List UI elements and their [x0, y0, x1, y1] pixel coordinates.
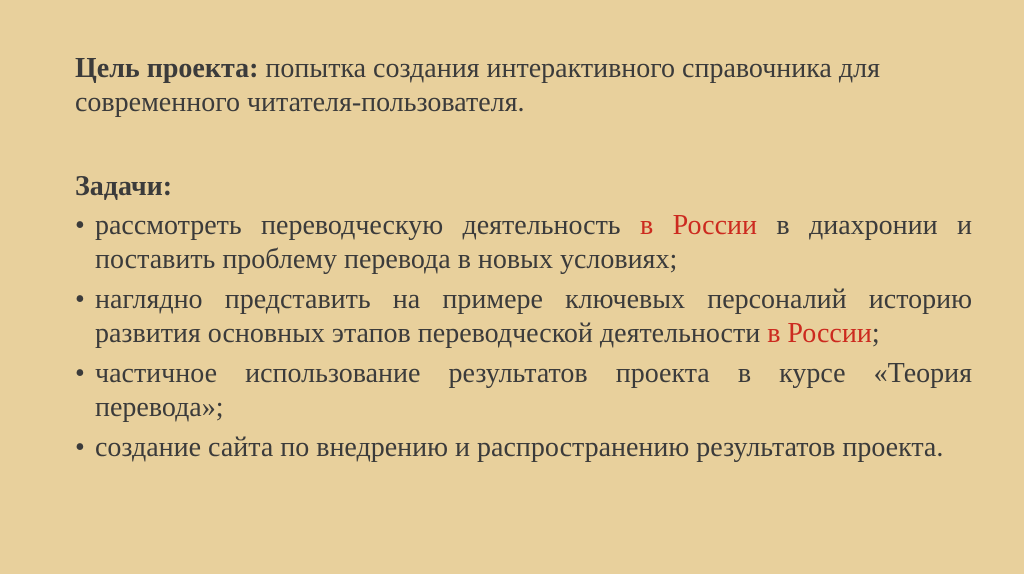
task-item-2 [75, 283, 972, 351]
task-item-2-text-before: наглядно представить на примере ключевых персоналий историю развития основных этапов переводческой деятельности [95, 284, 972, 349]
task-item-2-highlight: в России [767, 318, 872, 349]
tasks-title: Задачи: [75, 171, 173, 202]
task-item-1-highlight: в России [639, 210, 757, 241]
task-item-4-text: создание сайта по внедрению и распространению результатов проекта. [95, 432, 944, 463]
task-item-4 [75, 431, 972, 465]
task-item-2-text-after: ; [871, 318, 880, 349]
task-item-1-text-before: рассмотреть переводческую деятельность [95, 210, 640, 241]
project-goal-label: Цель проекта: [75, 53, 259, 84]
task-item-3 [75, 357, 972, 425]
task-item-1-text-after: в диахронии и поставить проблему перевода в новых условиях; [95, 210, 972, 275]
project-goal [75, 52, 975, 120]
project-goal-text: попытка создания интерактивного справочника для современного читателя-пользователя. [75, 53, 880, 118]
tasks-list [75, 209, 972, 471]
task-item-3-text: частичное использование результатов проекта в курсе «Теория перевода»; [95, 358, 972, 423]
task-item-1 [75, 209, 972, 277]
